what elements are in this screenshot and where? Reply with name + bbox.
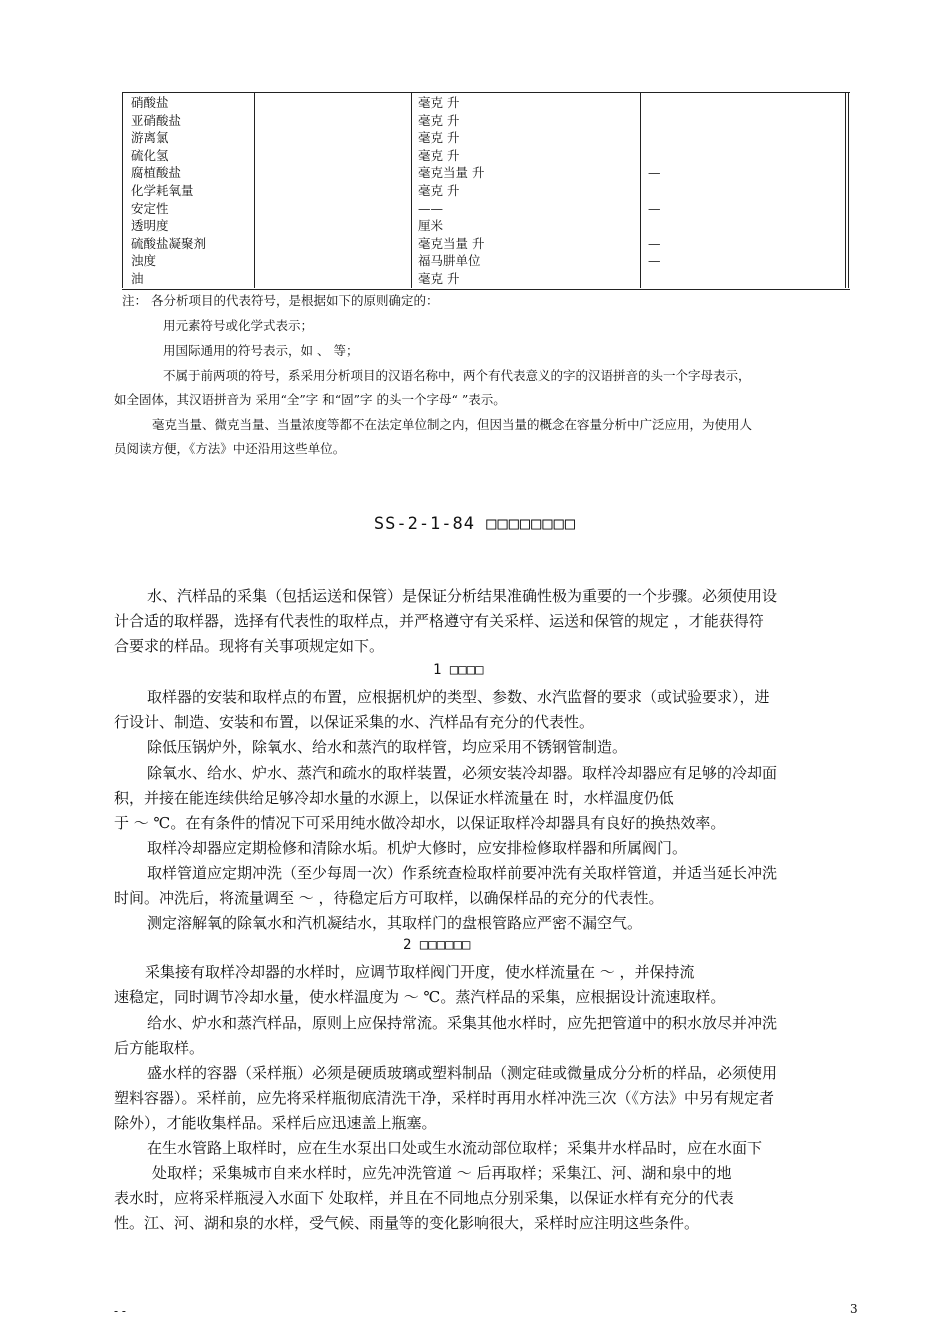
page-number: 3 [850, 1302, 858, 1316]
paragraph-line: 除氧水、给水、炉水、蒸汽和疏水的取样装置，必须安装冷却器。取样冷却器应有足够的冷却面 [147, 764, 778, 782]
item-name-cell: 游离氯 [131, 130, 169, 146]
table-row [122, 235, 850, 253]
unit-cell: 毫克当量 升 [418, 235, 485, 251]
note-line: 不属于前两项的符号，系采用分析项目的汉语名称中，两个有代表意义的字的汉语拼音的头一个字母表示， [163, 368, 751, 383]
paragraph-line: 计合适的取样器，选择有代表性的取样点，并严格遵守有关采样、运送和保管的规定 ，才能获得符 [114, 612, 764, 630]
paragraph-line: 后方能取样。 [114, 1039, 205, 1057]
note-cell: — [648, 165, 661, 181]
item-name-cell: 硝酸盐 [131, 95, 169, 110]
paragraph-line: 表水时，应将采样瓶浸入水面下 处取样，并且在不同地点分别采集，以保证水样有充分的代表 [114, 1189, 734, 1207]
table-row [122, 94, 850, 112]
paragraph-line: 测定溶解氧的除氧水和汽机凝结水，其取样门的盘根管路应严密不漏空气。 [147, 914, 643, 932]
unit-cell: 毫克 升 [418, 95, 460, 110]
unit-cell: 毫克 升 [418, 112, 460, 128]
note-line: 毫克当量、微克当量、当量浓度等都不在法定单位制之内，但因当量的概念在容量分析中广泛应用，为使用人 [152, 417, 753, 432]
note-line: 如全固体，其汉语拼音为 采用“全”字 和“固”字 的头一个字母“ ”表示。 [114, 392, 506, 407]
unit-cell: 厘米 [418, 218, 444, 234]
paragraph-line: 除外），才能收集样品。采样后应迅速盖上瓶塞。 [114, 1114, 437, 1132]
paragraph-line: 合要求的样品。现将有关事项规定如下。 [114, 637, 385, 655]
table-row [122, 200, 850, 218]
unit-cell: 毫克当量 升 [418, 165, 485, 181]
table-row [122, 182, 850, 200]
paragraph-line: 在生水管路上取样时，应在生水泵出口处或生水流动部位取样；采集井水样品时，应在水面下 [147, 1139, 763, 1157]
unit-cell: —— [418, 200, 443, 216]
paragraph-line: 积，并接在能连续供给足够冷却水量的水源上，以保证水样流量在 时，水样温度仍低 [114, 789, 674, 807]
item-name-cell: 亚硝酸盐 [131, 112, 182, 128]
paragraph-line: 处取样；采集城市自来水样时，应先冲洗管道 ～ 后再取样；采集江、河、湖和泉中的地 [152, 1164, 732, 1182]
item-name-cell: 透明度 [131, 218, 169, 234]
note-line: 用元素符号或化学式表示； [163, 318, 314, 333]
paragraph-line: 采集接有取样冷却器的水样时，应调节取样阀门开度，使水样流量在 ～ ，并保持流 [145, 963, 695, 981]
footer-mark: - - [114, 1304, 126, 1318]
paragraph-line: 塑料容器）。采样前，应先将采样瓶彻底清洗干净，采样时再用水样冲洗三次（《方法》中另有规定者 [114, 1089, 775, 1107]
section-title: SS-2-1-84 □□□□□□□□ [373, 514, 577, 534]
table-row [122, 147, 850, 165]
note-line: 用国际通用的符号表示，如 、 等； [163, 343, 359, 358]
unit-cell: 毫克 升 [418, 147, 460, 163]
table-row [122, 217, 850, 235]
subsection-heading-1: 1 □□□□ [433, 662, 484, 678]
table-row [122, 164, 850, 182]
unit-cell: 毫克 升 [418, 183, 460, 198]
table-row [122, 252, 850, 270]
item-name-cell: 腐植酸盐 [131, 165, 182, 181]
paragraph-line: 速稳定，同时调节冷却水量，使水样温度为 ～ ℃。蒸汽样品的采集，应根据设计流速取样。 [114, 988, 726, 1006]
table-row [122, 129, 850, 147]
note-line: 员阅读方便，《方法》中还沿用这些单位。 [114, 441, 346, 456]
item-name-cell: 安定性 [131, 200, 169, 216]
item-name-cell: 硫酸盐凝聚剂 [131, 235, 207, 251]
paragraph-line: 行设计、制造、安装和布置，以保证采集的水、汽样品有充分的代表性。 [114, 713, 595, 731]
table-row [122, 112, 850, 130]
subsection-heading-2: 2 □□□□□□ [403, 937, 471, 953]
unit-cell: 毫克 升 [418, 271, 460, 286]
paragraph-line: 于 ～ ℃。在有条件的情况下可采用纯水做冷却水，以保证取样冷却器具有良好的换热效率。 [114, 814, 726, 832]
table-row [122, 270, 850, 288]
note-heading: 注： 各分析项目的代表符号，是根据如下的原则确定的： [122, 293, 439, 308]
item-name-cell: 硫化氢 [131, 147, 169, 163]
paragraph-line: 除低压锅炉外，除氧水、给水和蒸汽的取样管，均应采用不锈钢管制造。 [147, 738, 628, 756]
note-cell: — [648, 253, 661, 269]
paragraph-line: 取样冷却器应定期检修和清除水垢。机炉大修时，应安排检修取样器和所属阀门。 [147, 839, 688, 857]
paragraph-line: 水、汽样品的采集（包括运送和保管）是保证分析结果准确性极为重要的一个步骤。必须使用设 [147, 587, 778, 605]
item-name-cell: 浊度 [131, 253, 157, 269]
note-cell: — [648, 235, 661, 251]
unit-cell: 毫克 升 [418, 130, 460, 146]
paragraph-line: 取样器的安装和取样点的布置，应根据机炉的类型、参数、水汽监督的要求（或试验要求），进 [147, 688, 770, 706]
paragraph-line: 取样管道应定期冲洗（至少每周一次）作系统查检取样前要冲洗有关取样管道，并适当延长冲洗 [147, 864, 778, 882]
note-cell: — [648, 200, 661, 216]
paragraph-line: 给水、炉水和蒸汽样品，原则上应保持常流。采集其他水样时，应先把管道中的积水放尽并冲洗 [147, 1014, 778, 1032]
paragraph-line: 性。江、河、湖和泉的水样，受气候、雨量等的变化影响很大，采样时应注明这些条件。 [114, 1214, 700, 1232]
unit-cell: 福马肼单位 [418, 253, 481, 269]
item-name-cell: 油 [131, 271, 144, 286]
paragraph-line: 时间。冲洗后，将流量调至 ～ ，待稳定后方可取样，以确保样品的充分的代表性。 [114, 889, 664, 907]
paragraph-line: 盛水样的容器（采样瓶）必须是硬质玻璃或塑料制品（测定硅或微量成分分析的样品，必须使用 [147, 1064, 778, 1082]
item-name-cell: 化学耗氧量 [131, 183, 194, 198]
